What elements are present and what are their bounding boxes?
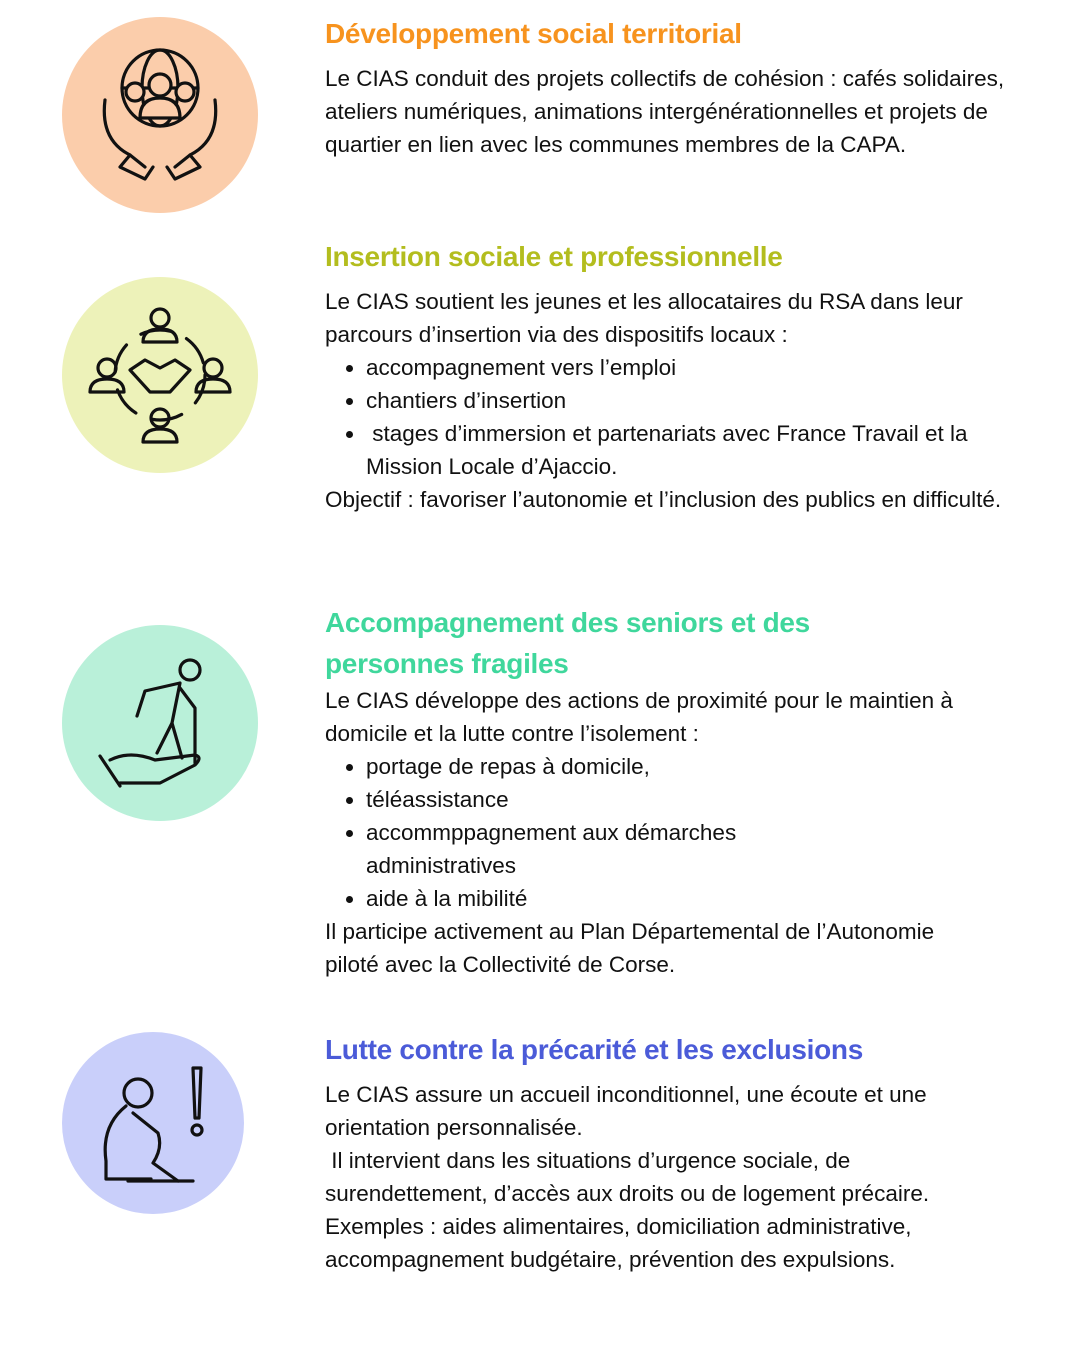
section-outro: Objectif : favoriser l’autonomie et l’inclusion des publics en difficulté. bbox=[325, 487, 1002, 512]
section-paragraph: Le CIAS assure un accueil inconditionnel, une écoute et une orientation personnalisée. bbox=[325, 1082, 927, 1140]
handshake-people-icon bbox=[85, 300, 235, 450]
section-intro: Le CIAS soutient les jeunes et les allocataires du RSA dans leur parcours d’insertion via des dispositifs locaux : bbox=[325, 289, 963, 347]
section-developpement-social bbox=[325, 13, 1035, 161]
list-item: • chantiers d’insertion bbox=[366, 384, 1035, 417]
senior-hand-support-icon bbox=[85, 648, 235, 798]
section-outro: Il participe activement au Plan Départemental de l’Autonomie piloté avec la Collectivité de Corse. bbox=[325, 919, 935, 977]
section-seniors bbox=[325, 602, 1035, 981]
section-paragraph: Il intervient dans les situations d’urgence sociale, de surendettement, d’accès aux droits ou de logement précaire. bbox=[325, 1148, 930, 1206]
section-title: Lutte contre la précarité et les exclusions bbox=[325, 1034, 863, 1065]
hands-globe-people-icon bbox=[85, 40, 235, 190]
distressed-person-exclamation-icon bbox=[78, 1048, 228, 1198]
section-precarite bbox=[325, 1029, 1035, 1276]
section-4-icon-circle bbox=[62, 1032, 244, 1214]
section-paragraph: Le CIAS conduit des projets collectifs de cohésion : cafés solidaires, ateliers numériques, animations intergénérationnelles et projets de quartier en lien avec les communes membres de la CAPA. bbox=[325, 66, 1005, 157]
list-item: • accompagnement vers l’emploi bbox=[366, 351, 1035, 384]
list-item: • stages d’immersion et partenariats avec France Travail et la Mission Locale d’Ajaccio. bbox=[366, 417, 1035, 483]
list-item: • téléassistance bbox=[366, 783, 846, 816]
list-item: • accommppagnement aux démarches administratives bbox=[366, 816, 846, 882]
section-title: Développement social territorial bbox=[325, 18, 742, 49]
bullet-list bbox=[325, 351, 1035, 483]
section-title: Accompagnement des seniors et des personnes fragiles bbox=[325, 607, 810, 679]
list-item: • portage de repas à domicile, bbox=[366, 750, 846, 783]
section-insertion bbox=[325, 236, 1035, 516]
section-3-icon-circle bbox=[62, 625, 258, 821]
section-paragraph: Exemples : aides alimentaires, domiciliation administrative, accompagnement budgétaire, prévention des expulsions. bbox=[325, 1214, 912, 1272]
section-title: Insertion sociale et professionnelle bbox=[325, 241, 783, 272]
section-2-icon-circle bbox=[62, 277, 258, 473]
list-item: • aide à la mibilité bbox=[366, 882, 846, 915]
section-intro: Le CIAS développe des actions de proximité pour le maintien à domicile et la lutte contre l’isolement : bbox=[325, 688, 953, 746]
section-1-icon-circle bbox=[62, 17, 258, 213]
bullet-list bbox=[325, 750, 846, 915]
